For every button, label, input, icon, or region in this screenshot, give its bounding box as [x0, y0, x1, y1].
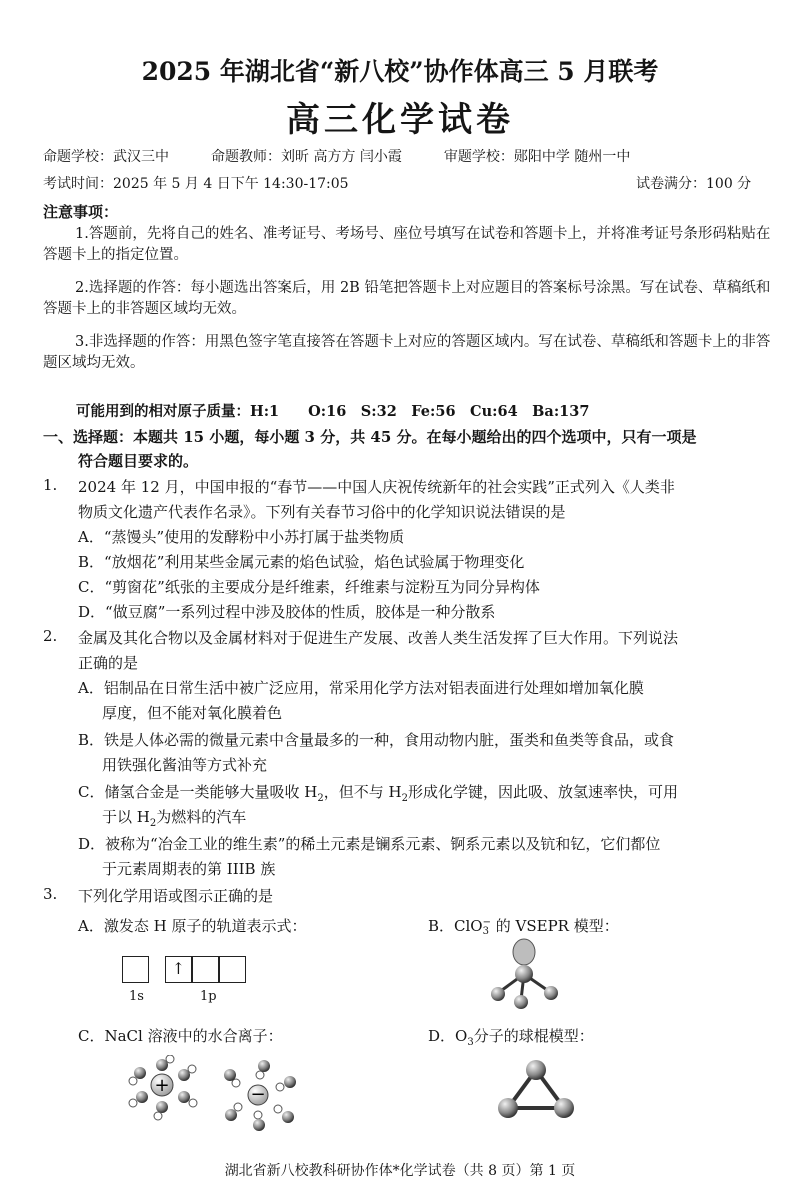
hydrated-ions-diagram	[118, 1055, 308, 1133]
atomic-masses: 可能用到的相对原子质量：H:1 O:16 S:32 Fe:56 Cu:64 Ba:137	[76, 403, 590, 420]
q2-stem-line1: 金属及其化合物以及金属材料对于促进生产发展、改善人类生活发挥了巨大作用。下列说法	[78, 629, 679, 647]
q1-option-c: C．“剪窗花”纸张的主要成分是纤维素，纤维素与淀粉互为同分异构体	[78, 578, 540, 596]
orbital-1s-label: 1s	[129, 989, 144, 1004]
q1-stem-line2: 物质文化遗产代表作名录》。下列有关春节习俗中的化学知识说法错误的是	[78, 503, 566, 521]
section-heading: 一、选择题：本题共 15 小题，每小题 3 分，共 45 分。在每小题给出的四个选项中，只有一项是	[43, 428, 697, 446]
oxygen-atom	[544, 986, 558, 1000]
q2-c-sub-2: 2	[401, 793, 408, 804]
q1-option-d: D．“做豆腐”一系列过程中涉及胶体的性质，胶体是一种分散系	[78, 603, 496, 621]
full-score: 试卷满分：100 分	[636, 176, 752, 192]
authors-line: 命题学校：武汉三中 命题教师：刘昕 高方方 闫小霞 审题学校：郧阳中学 随州一中	[43, 149, 631, 165]
anion-cluster	[224, 1060, 296, 1131]
q2-option-d-line2: 于元素周期表的第 IIIB 族	[102, 860, 276, 878]
q2-c-sub-3: 2	[149, 818, 157, 829]
q3-stem: 下列化学用语或图示正确的是	[78, 887, 274, 905]
q1-number: 1.	[43, 476, 58, 494]
q3-option-c: C．NaCl 溶液中的水合离子：	[78, 1027, 283, 1045]
q2-c-text-4: 于以 H	[102, 808, 150, 826]
orbital-1p-box-2	[192, 956, 219, 983]
q3-d-sub: 3	[467, 1037, 474, 1048]
q2-stem-line2: 正确的是	[78, 654, 139, 672]
section-heading-cont: 符合题目要求的。	[78, 452, 199, 470]
chlorine-atom	[515, 965, 533, 983]
q2-c-text-1: C．储氢合金是一类能够大量吸收 H	[78, 783, 318, 801]
lone-pair-lobe	[513, 939, 535, 965]
orbital-1p-label: 1p	[200, 989, 217, 1004]
q2-c-sub-1: 2	[317, 793, 324, 804]
clo3-vsepr-model	[478, 938, 578, 1013]
exam-title: 2025 年湖北省“新八校”协作体高三 5 月联考	[141, 57, 659, 86]
orbital-1p-box-1: ↑	[165, 956, 192, 983]
q2-option-c-line1	[78, 781, 678, 804]
q3-b-text-2: 的 VSEPR 模型：	[491, 917, 619, 935]
q3-option-d	[428, 1025, 594, 1048]
q2-c-text-5: 为燃料的汽车	[156, 808, 247, 826]
cation-cluster	[129, 1055, 197, 1120]
q3-d-text-1: D．O	[428, 1027, 468, 1045]
o3-atom	[526, 1060, 546, 1080]
q2-c-text-2: ，但不与 H	[323, 783, 402, 801]
q3-number: 3.	[43, 885, 58, 903]
q1-option-a: A．“蒸馒头”使用的发酵粉中小苏打属于盐类物质	[78, 528, 405, 546]
exam-time: 考试时间：2025 年 5 月 4 日下午 14:30-17:05	[43, 176, 349, 192]
q3-option-a: A．激发态 H 原子的轨道表示式：	[78, 917, 307, 935]
q1-option-b: B．“放烟花”利用某些金属元素的焰色试验，焰色试验属于物理变化	[78, 553, 525, 571]
page-footer: 湖北省新八校教科研协作体*化学试卷（共 8 页）第 1 页	[224, 1163, 576, 1179]
q3-b-text-1: B．ClO	[428, 917, 483, 935]
q2-number: 2.	[43, 627, 58, 645]
o3-atom	[554, 1098, 574, 1118]
q2-option-a-line1: A．铝制品在日常生活中被广泛应用，常采用化学方法对铝表面进行处理如增加氧化膜	[78, 679, 644, 697]
q3-option-b	[428, 915, 619, 936]
notes-heading: 注意事项：	[43, 203, 119, 221]
orbital-1p-box-3	[219, 956, 246, 983]
q2-option-c-line2	[102, 806, 246, 829]
q2-option-d-line1: D．被称为“冶金工业的维生素”的稀土元素是镧系元素、锕系元素以及钪和钇，它们都位	[78, 835, 661, 853]
note-item-1: 1.答题前，先将自己的姓名、准考证号、考场号、座位号填写在试卷和答题卡上，并将准考证号条形码粘贴在答题卡上的指定位置。	[43, 226, 771, 263]
oxygen-atom	[514, 995, 528, 1009]
q3-d-text-2: 分子的球棍模型：	[473, 1027, 594, 1045]
q3-b-charge: −	[482, 917, 491, 928]
q2-option-a-line2: 厚度，但不能对氧化膜着色	[102, 704, 283, 722]
svg-text:−: −	[250, 1084, 266, 1105]
q1-stem-line1: 2024 年 12 月，中国申报的“春节——中国人庆祝传统新年的社会实践”正式列入《人类非	[78, 478, 675, 496]
o3-ball-stick-model	[495, 1058, 577, 1120]
paper-title: 高三化学试卷	[286, 100, 514, 140]
q2-option-b-line1: B．铁是人体必需的微量元素中含量最多的一种，食用动物内脏，蛋类和鱼类等食品，或食	[78, 731, 675, 749]
note-item-2: 2.选择题的作答：每小题选出答案后，用 2B 铅笔把答题卡上对应题目的答案标号涂黑。写在试卷、草稿纸和答题卡上的非答题区域均无效。	[43, 280, 771, 317]
o3-atom	[498, 1098, 518, 1118]
svg-text:+: +	[154, 1075, 170, 1096]
note-item-3: 3.非选择题的作答：用黑色签字笔直接答在答题卡上对应的答题区域内。写在试卷、草稿纸和答题卡上的非答题区域均无效。	[43, 334, 771, 371]
q2-option-b-line2: 用铁强化酱油等方式补充	[102, 756, 268, 774]
oxygen-atom	[491, 987, 505, 1001]
orbital-1s-box	[122, 956, 149, 983]
q2-c-text-3: 形成化学键，因此吸、放氢速率快，可用	[407, 783, 678, 801]
q3-b-sub: 3	[482, 926, 489, 937]
